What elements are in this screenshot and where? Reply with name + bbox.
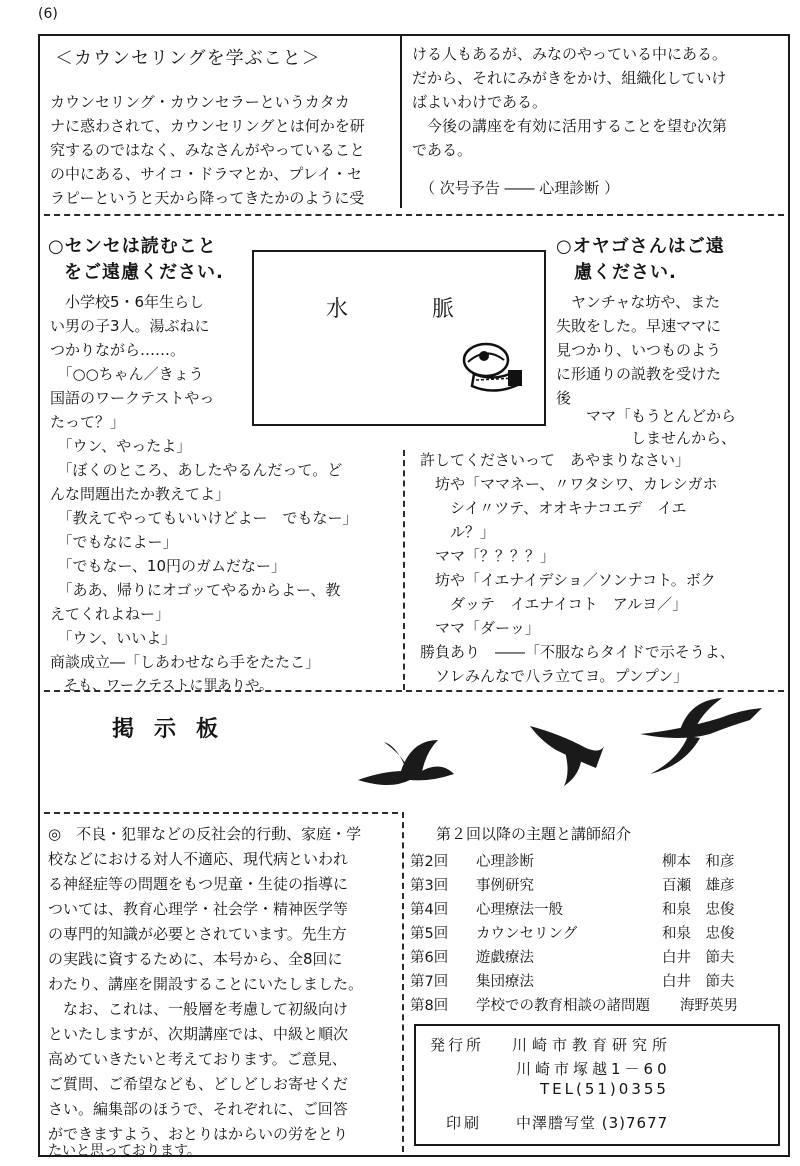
sensei-line: たって？」	[50, 413, 126, 431]
lecture-topic: 集団療法	[476, 974, 534, 990]
column-divider	[403, 450, 405, 690]
publisher-address: 川崎市塚越1－60	[516, 1060, 671, 1078]
oyago-line: ダッテ イエナイコト アルヨ／」	[420, 595, 688, 613]
sensei-line: つかりながら……。	[50, 341, 186, 359]
counseling-line: ける人もあるが、みなのやっている中にある。	[412, 45, 728, 63]
sensei-line: 「ウン、いいよ」	[50, 629, 177, 647]
sensei-line: 商談成立―「しあわせなら手をたたこ」	[50, 653, 321, 671]
lecture-topic: 事例研究	[476, 878, 534, 894]
oyago-line: ソレみんなで八ラ立てヨ。プンプン」	[420, 667, 689, 685]
notice-line: の実践に資するために、本号から、全8回に	[48, 950, 343, 968]
suimyaku-box	[252, 250, 546, 426]
page-number: (6)	[38, 6, 58, 22]
bulletin-title: 掲示板	[112, 717, 239, 742]
next-issue-notice: （ 次号予告 ―― 心理診断 ）	[420, 179, 620, 197]
sensei-line: 国語のワークテストやっ	[50, 389, 215, 407]
oyago-line: シイ〃ツテ、オオキナコエデ イエ	[420, 499, 687, 517]
lecture-row	[410, 922, 778, 946]
oyago-line: に形通りの説教を受けた	[556, 365, 722, 383]
sensei-line: 「ウン、やったよ」	[50, 437, 192, 455]
bath-illustration	[454, 336, 534, 400]
oyago-line: 後	[556, 389, 572, 407]
lecture-lecturer: 百瀬 雄彦	[662, 878, 735, 894]
lecture-topic: 心理療法一般	[476, 902, 563, 918]
section-divider	[44, 214, 784, 216]
oyago-line: 坊や「ママネー、〃ワタシワ、カレシガホ	[420, 475, 718, 493]
lecture-topic: 遊戯療法	[476, 950, 534, 966]
counseling-line: の中にある、サイコ・ドラマとか、プレイ・セ	[50, 165, 363, 183]
notice-line: ついては、教育心理学・社会学・精神医学等	[48, 900, 349, 918]
lecture-topic: カウンセリング	[476, 926, 578, 942]
lecture-row	[410, 970, 778, 994]
lecture-number: 第6回	[410, 950, 449, 966]
lecture-lecturer: 和泉 忠俊	[662, 926, 735, 942]
lectures-title: 第２回以降の主題と講師紹介	[436, 825, 632, 843]
lecture-row	[410, 898, 778, 922]
lecture-lecturer: 海野英男	[680, 998, 738, 1014]
oyago-heading: 慮ください.	[574, 262, 677, 283]
publisher-box	[414, 1024, 780, 1146]
counseling-line: 究するのではなく、みなさんがやっていること	[50, 141, 365, 159]
lecture-number: 第8回	[410, 998, 449, 1014]
lecture-number: 第7回	[410, 974, 449, 990]
notice-line: の専門的知識が必要とされています。先生方	[48, 925, 347, 943]
lecture-lecturer: 白井 節夫	[662, 974, 735, 990]
printer-name: 中澤謄写堂 (3)7677	[516, 1114, 669, 1132]
sensei-line: 「でもなによー」	[50, 533, 178, 551]
oyago-line: 見つかり、いつものよう	[556, 341, 722, 359]
counseling-line: カウンセリング・カウンセラーというカタカ	[50, 93, 350, 111]
sensei-line: い男の子3人。湯ぶねに	[50, 317, 210, 335]
top-rule	[38, 34, 790, 36]
sensei-line: 小学校5・6年生らし	[50, 293, 205, 311]
lecture-number: 第2回	[410, 854, 449, 870]
oyago-line: ママ「もうとんどから	[556, 407, 737, 425]
oyago-line: しませんから、	[556, 429, 737, 447]
counseling-line: ばよいわけである。	[412, 93, 548, 111]
sensei-line: そも、ワークテストに罪ありや。	[50, 678, 274, 694]
lecture-number: 第3回	[410, 878, 449, 894]
bulletin-column-divider	[402, 812, 404, 1152]
lecture-number: 第4回	[410, 902, 449, 918]
notice-line: る神経症等の問題をもつ児童・生徒の指導に	[48, 875, 349, 893]
sensei-line: 「でもなー、10円のガムだなー」	[50, 557, 286, 575]
publisher-tel: TEL(51)0355	[540, 1080, 669, 1098]
counseling-title: ＜カウンセリングを学ぶこと＞	[55, 48, 321, 69]
lecture-topic: 心理診断	[476, 854, 534, 870]
notice-line: 校などにおける対人不適応、現代病といわれ	[48, 850, 349, 868]
notice-line: ◎ 不良・犯罪などの反社会的行動、家庭・学	[48, 825, 362, 843]
counseling-line: である。	[412, 141, 473, 159]
lecture-row	[410, 850, 778, 874]
notice-line: といたしますが、次期講座では、中級と順次	[48, 1025, 349, 1043]
sensei-line: 「ああ、帰りにオゴッてやるからよー、教	[50, 581, 341, 599]
oyago-line: 坊や「イエナイデショ／ソンナコト。ボク	[420, 571, 716, 589]
lecture-topic: 学校での教育相談の諸問題	[476, 998, 650, 1014]
counseling-line: ナに惑わされて、カウンセリングとは何かを研	[50, 117, 365, 135]
oyago-line: ル？」	[420, 523, 496, 541]
right-rule	[788, 34, 790, 1156]
notice-line: たいと思っております。	[48, 1143, 201, 1159]
bulletin-notice-top-rule	[44, 812, 398, 814]
counseling-line: ラピーというと天から降ってきたかのように受	[50, 189, 365, 207]
publisher-name: 川崎市教育研究所	[512, 1036, 673, 1054]
flying-birds-illustration	[350, 690, 770, 800]
oyago-line: ヤンチャな坊や、また	[556, 293, 721, 311]
printer-label: 印刷	[446, 1114, 483, 1132]
counseling-line: だから、それにみがきをかけ、組織化していけ	[412, 69, 727, 87]
oyago-line: 許してくださいって あやまりなさい」	[420, 451, 691, 469]
notice-line: ができますよう、おとりはからいの労をとり	[48, 1125, 349, 1143]
counseling-line: 今後の講座を有効に活用することを望む次第	[412, 117, 728, 135]
oyago-line: ママ「ダーッ」	[420, 619, 541, 637]
lecture-row	[410, 994, 778, 1018]
lecture-number: 第5回	[410, 926, 449, 942]
sensei-heading: をご遠慮ください.	[64, 262, 224, 283]
notice-line: わたり、講座を開設することにいたしました。	[48, 975, 364, 993]
oyago-line: 勝負あり ――「不服ならタイドで示そうよ、	[420, 643, 735, 661]
notice-line: ご質問、ご希望なども、どしどしお寄せくだ	[48, 1075, 349, 1093]
lecture-lecturer: 和泉 忠俊	[662, 902, 735, 918]
notice-line: さい。編集部のほうで、それぞれに、ご回答	[48, 1100, 348, 1118]
sensei-line: 「教えてやってもいいけどよー でもなー」	[50, 509, 358, 527]
lecture-row	[410, 874, 778, 898]
sensei-line: えてくれよねー」	[50, 605, 171, 623]
oyago-heading: ○オヤゴさんはご遠	[556, 236, 725, 257]
notice-line: 高めていきたいと考えております。ご意見、	[48, 1050, 347, 1068]
sensei-line: 「ぼくのところ、あしたやるんだって。ど	[50, 461, 343, 479]
publisher-label: 発行所	[430, 1036, 485, 1054]
left-rule	[38, 34, 40, 1156]
lecture-lecturer: 白井 節夫	[662, 950, 735, 966]
oyago-line: ママ「？？？？」	[420, 547, 556, 565]
lecture-row	[410, 946, 778, 970]
sensei-line: んな問題出たか教えてよ」	[50, 485, 231, 503]
sensei-heading: ○センセは読むこと	[48, 236, 217, 257]
oyago-line: 失敗をした。早速ママに	[556, 317, 722, 335]
counseling-column-divider	[400, 36, 402, 208]
lecture-lecturer: 柳本 和彦	[662, 854, 735, 870]
sensei-line: 「○○ちゃん／きょう	[50, 365, 204, 383]
notice-line: なお、これは、一般層を考慮して初級向け	[48, 1000, 349, 1018]
suimyaku-title-b: 脈	[432, 297, 455, 322]
suimyaku-title-a: 水	[326, 297, 349, 322]
